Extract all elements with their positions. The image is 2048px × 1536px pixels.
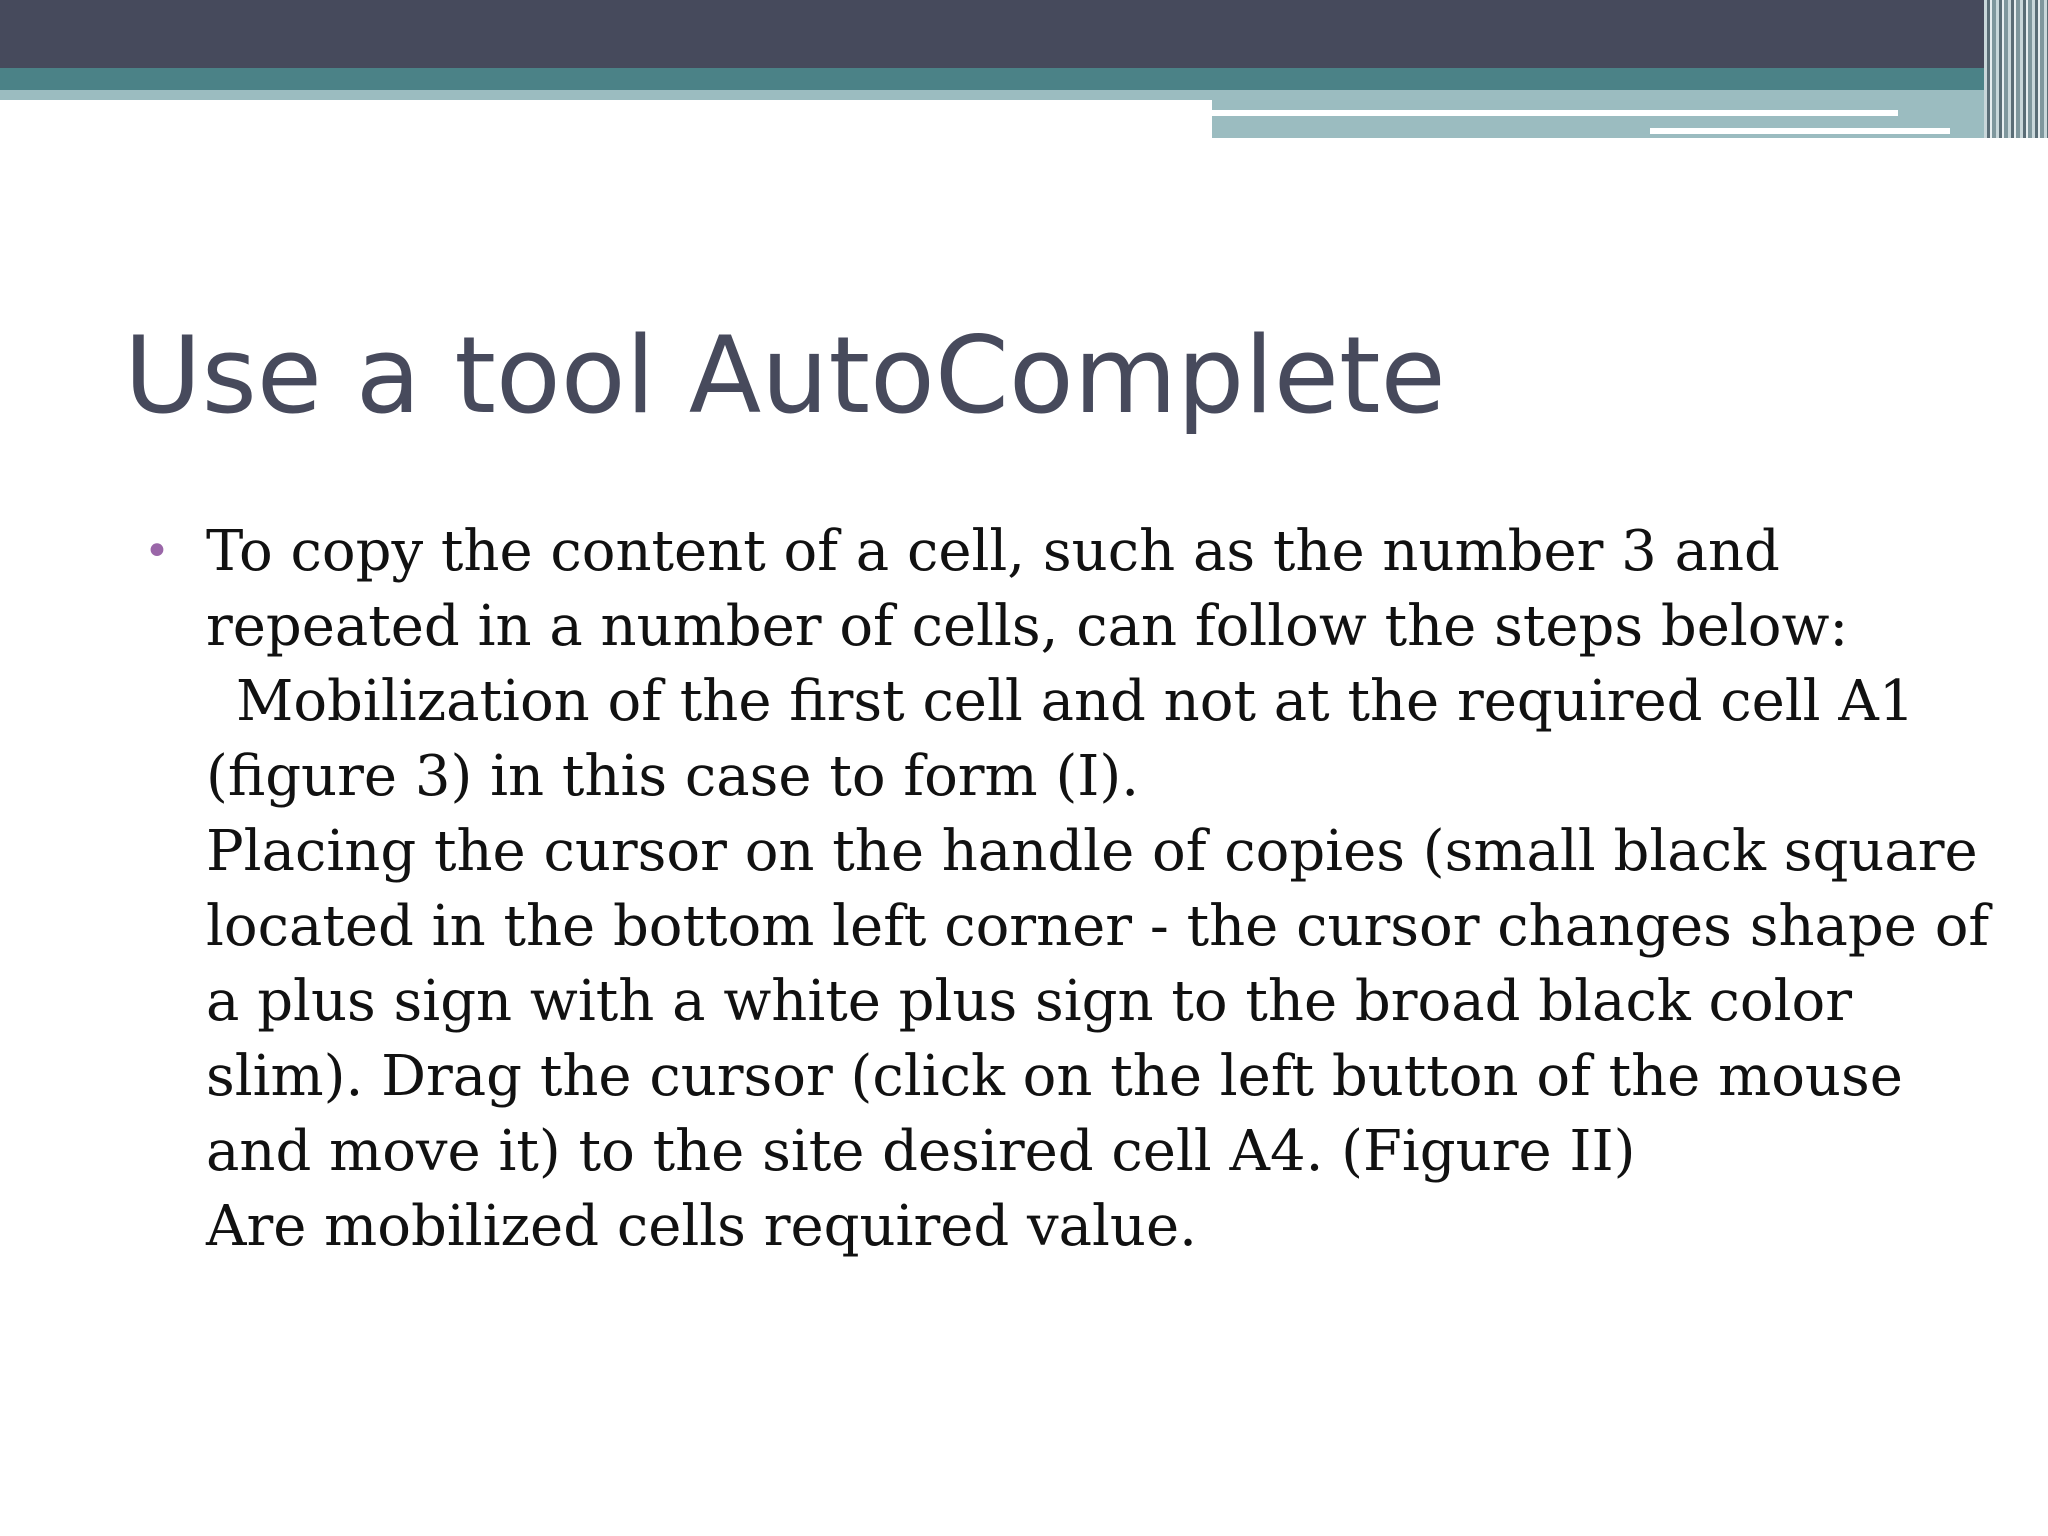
header-band-dark [0,0,2048,68]
bullet-text [206,514,1990,1264]
header-band-teal [0,68,2048,90]
slide-body [144,514,1990,1264]
body-line: Mobilization of the first cell and not at the required cell A1 [236,669,1915,734]
header-band-light-left [0,90,1212,100]
body-line: (figure 3) in this case to form (I). [206,744,1140,809]
slide-title: Use a tool AutoComplete [124,314,1446,437]
body-line: To copy the content of a cell, such as the number 3 and [206,519,1780,584]
body-line: and move it) to the site desired cell A4. (Figure II) [206,1119,1636,1184]
body-line: repeated in a number of cells, can follow the steps below: [206,594,1849,659]
header-stripes [1984,0,2048,138]
header-white-line-1 [1212,110,1898,116]
body-line: slim). Drag the cursor (click on the left button of the mouse [206,1044,1903,1109]
body-line: Placing the cursor on the handle of copies (small black square [206,819,1978,884]
bullet-icon: • [144,526,170,577]
body-line: Are mobilized cells required value. [206,1194,1197,1259]
header-white-line-2 [1650,128,1950,134]
body-line: located in the bottom left corner - the cursor changes shape of [206,894,1990,959]
body-line: a plus sign with a white plus sign to the broad black color [206,969,1853,1034]
